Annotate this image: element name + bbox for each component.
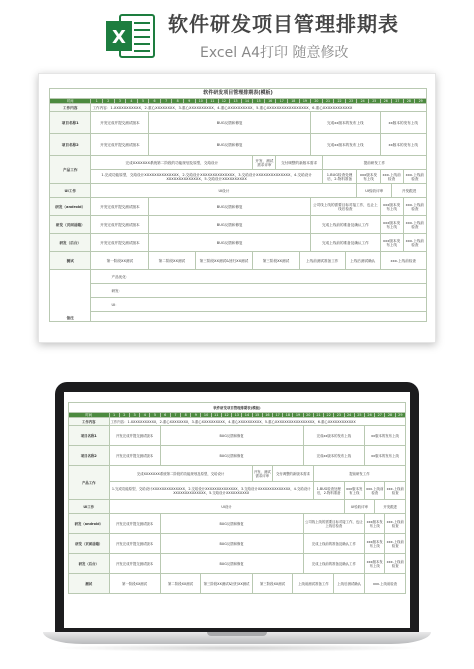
table-row [50,312,427,322]
table-row: 工作内容 工作内容：1.XXXXXXXXXXX，2.重心XXXXXXXX，3.重心XXXXXXXXXX，4.重心XXXXXXXXXX，5.重心XXXXXXXXXXXXXXXXX，6.重心XXXXXXXXXXXX [50,104,427,112]
table-row: 1.完成功能原型，交给设计XXXXXXXXXXXXXX，2.交给设计XXXXXXXXXXXXXX，3.交给设计XXXXXXXXXXXXXX，4.交给设计XXXXXXXXXXXXXX，5.交给设计XXXXXXXXXX 1.BUG检查处理后，2.物料准备 xxx版本发布上线 xxx.上线前检查 xxx.上线前检查 [69,482,406,500]
laptop-screen [64,392,410,628]
excel-icon [104,13,156,59]
sheet-preview [38,73,436,343]
table-row: 项目名称1 开发完成并提交测试版本 BUG反馈和修复 完成xx版本的发布上线 xx版本的发布上线 [69,426,406,446]
table-row: 研发： [50,284,427,298]
sheet-title: 软件研发项目管理排期表(模板) [50,89,427,99]
table-row: UI工作 UI设计 UI验收评审 开发跟进 [50,184,427,198]
table-row: 产品工作 完成XXXXXXX系统第二阶段的功能规划及原型，交给设计 开发、测试需求评审 交付调整的新版本需求 提前研发工作 [69,466,406,482]
header [0,0,474,70]
page-title: 软件研发项目管理排期表 [168,12,399,36]
schedule-table-screen [68,402,406,594]
laptop-notch [207,632,267,636]
day-header-row: 时间 1 2 3 4 5 6 7 8 9 10 11 12 13 14 15 16 17 18 19 20 21 22 23 24 25 26 27 28 29 [69,413,406,418]
svg-text:X: X [112,27,126,48]
table-row: UI： [50,298,427,312]
table-row: 产品工作 完成XXXXXXX系统第二阶段的功能规划及原型，交给设计 开发、测试需求评审 交付调整的新版本需求 提前研发工作 [50,156,427,170]
table-row: 工作内容 工作内容：1.XXXXXXXXXXX，2.重心XXXXXXXX，3.重心XXXXXXXXXX，4.重心XXXXXXXXXX，5.重心XXXXXXXXXXXXXXXXX，6.重心XXXXXXXXXXXX [69,418,406,426]
table-row: 研发（后台） 开发完成并提交测试版本 BUG反馈和修复 完成上线前的准备及确认工作 xxx版本发布上线 xxx.上线前检查 [50,234,427,252]
remark-label: 备注 [50,270,91,322]
table-row: 测试 第一阶段XX测试 第二阶段XX测试 第三阶段XX测试&回归XX测试 第三阶段XX测试 上线前测试准备工作 上线后测试确认 xxx.上线前检查 [50,252,427,270]
table-row: 测试 第一阶段XX测试 第二阶段XX测试 第三阶段XX测试&回归XX测试 第三阶段XX测试 上线前测试准备工作 上线后测试确认 xxx.上线前检查 [69,574,406,594]
table-row: 研发（android） 开发完成并提交测试版本 BUG反馈和修复 公司线上线的需要目标对接工作，也让上线后检查 xxx版本发布上线 xxx.上线前检查 [50,198,427,216]
laptop-lid [55,382,419,634]
sheet-title: 软件研发项目管理排期表(模板) [69,403,406,413]
laptop-mockup [43,382,431,664]
table-row: UI工作 UI设计 UI验收评审 开发跟进 [69,500,406,514]
schedule-table [49,88,427,322]
day-header-row: 时间 1 2 3 4 5 6 7 8 9 10 11 12 13 14 15 16 17 18 19 20 21 22 23 24 25 26 27 28 29 [50,99,427,104]
table-row: 研发（android） 开发完成并提交测试版本 BUG反馈和修复 公司线上线的需要目标对接工作，也让上线后检查 xxx版本发布上线 xxx.上线前检查 [69,514,406,534]
laptop-shadow [53,644,421,652]
table-row: 研发（页面前端） 开发完成并提交测试版本 BUG反馈和修复 完成上线前的准备及确认工作 xxx版本发布上线 xxx.上线前检查 [50,216,427,234]
table-row: 项目名称1 开发完成并提交测试版本 BUG反馈和修复 完成xx版本的发布上线 xx版本的发布上线 [50,112,427,134]
table-row: 项目名称2 开发完成并提交测试版本 BUG反馈和修复 完成xx版本的发布上线 xx版本的发布上线 [69,446,406,466]
table-row: 备注 产品优化： [50,270,427,284]
table-row: 1.完成功能原型，交给设计XXXXXXXXXXXXXX，2.交给设计XXXXXXXXXXXXXX，3.交给设计XXXXXXXXXXXXXX，4.交给设计XXXXXXXXXXXXXX，5.交给设计XXXXXXXXXX 1.BUG检查处理后，2.物料准备 xxx版本发布上线 xxx.上线前检查 xxx.上线前检查 [50,170,427,184]
table-row: 研发（后台） 开发完成并提交测试版本 BUG反馈和修复 完成上线前的准备及确认工作 xxx版本发布上线 xxx.上线前检查 [69,554,406,574]
table-row: 研发（页面前端） 开发完成并提交测试版本 BUG反馈和修复 完成上线前的准备及确认工作 xxx版本发布上线 xxx.上线前检查 [69,534,406,554]
table-row: 项目名称2 开发完成并提交测试版本 BUG反馈和修复 完成xx版本的发布上线 xx版本的发布上线 [50,134,427,156]
page-subtitle: Excel A4打印 随意修改 [200,45,349,61]
